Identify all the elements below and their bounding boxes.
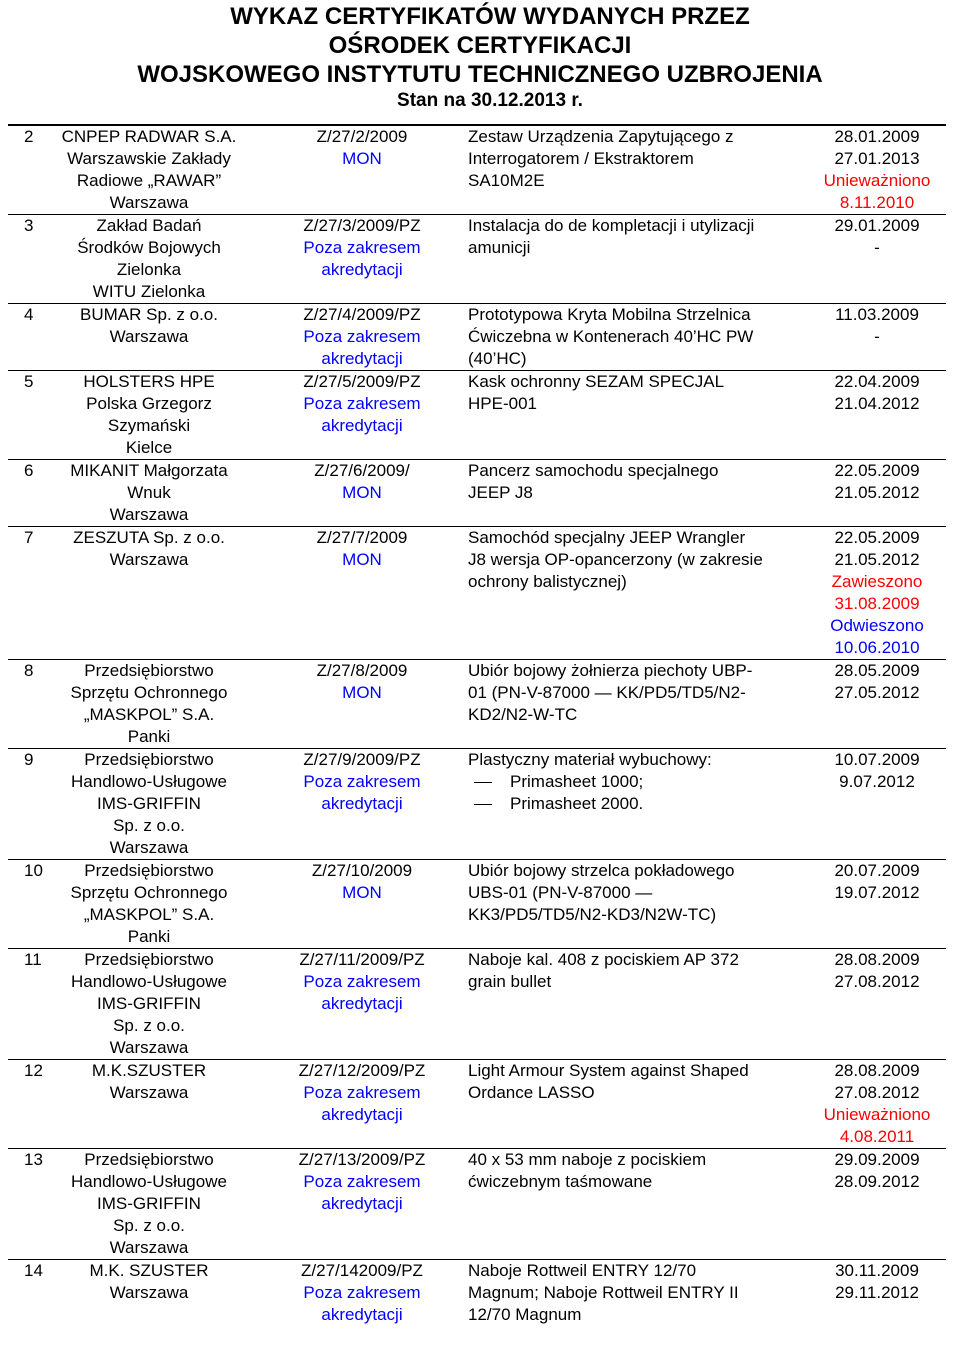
certificates-table — [8, 124, 946, 1370]
product-cell-line: Ćwiczebna w Kontenerach 40’HC PW — [468, 327, 754, 346]
product-cell — [454, 1149, 806, 1260]
certificate-cell-line: Z/27/142009/PZ — [301, 1261, 423, 1280]
list-item: Primasheet 1000; — [468, 771, 806, 793]
certificate-cell — [254, 860, 454, 949]
company-cell — [44, 1149, 254, 1260]
company-cell-line: Warszawa — [109, 550, 189, 569]
validity-dates-cell-line: 28.09.2012 — [834, 1172, 920, 1191]
validity-dates-cell-line: 10.06.2010 — [834, 638, 920, 657]
company-cell-line: Środków Bojowych — [77, 238, 221, 257]
certificate-cell-line: Z/27/12/2009/PZ — [298, 1061, 426, 1080]
row-number: 4 — [8, 304, 44, 371]
company-cell — [44, 460, 254, 527]
company-cell-line: Warszawa — [109, 1283, 189, 1302]
company-cell-line: Przedsiębiorstwo — [84, 861, 214, 880]
validity-dates-cell-line: Unieważniono — [823, 1105, 931, 1124]
product-cell-line: KD2/N2-W-TC — [468, 705, 578, 724]
certificate-cell — [254, 371, 454, 460]
certificate-cell-line: akredytacji — [321, 994, 403, 1013]
validity-dates-cell-line: - — [874, 327, 880, 346]
validity-dates-cell — [806, 125, 946, 215]
company-cell-line: IMS-GRIFFIN — [97, 1194, 201, 1213]
validity-dates-cell-line: 22.05.2009 — [834, 528, 920, 547]
product-cell — [454, 749, 806, 860]
table-row — [8, 304, 946, 371]
company-cell — [44, 527, 254, 660]
product-cell-line: (40’HC) — [468, 349, 527, 368]
company-cell-line: MIKANIT Małgorzata — [70, 461, 228, 480]
certificate-cell-line: akredytacji — [321, 1194, 403, 1213]
certificate-cell-line: Poza zakresem — [303, 1083, 421, 1102]
validity-dates-cell-line: 29.01.2009 — [834, 216, 920, 235]
product-cell-line: SA10M2E — [468, 171, 545, 190]
company-cell-line: Sp. z o.o. — [113, 1216, 185, 1235]
validity-dates-cell-line: 8.11.2010 — [839, 193, 915, 212]
row-number: 13 — [8, 1149, 44, 1260]
validity-dates-cell-line: 27.01.2013 — [834, 149, 920, 168]
validity-dates-cell-line: Unieważniono — [823, 171, 931, 190]
validity-dates-cell-line: 28.08.2009 — [834, 950, 920, 969]
company-cell-line: Sp. z o.o. — [113, 816, 185, 835]
certificate-cell-line: akredytacji — [321, 416, 403, 435]
company-cell — [44, 949, 254, 1060]
validity-dates-cell-line: 22.04.2009 — [834, 372, 920, 391]
table-row — [8, 1149, 946, 1260]
product-cell — [454, 949, 806, 1060]
validity-dates-cell-line: 29.11.2012 — [835, 1283, 919, 1302]
certificate-cell-line: Z/27/5/2009/PZ — [303, 372, 421, 391]
product-cell-line: Naboje kal. 408 z pociskiem AP 372 — [468, 950, 739, 969]
table-row — [8, 660, 946, 749]
certificate-cell — [254, 749, 454, 860]
company-cell-line: M.K.SZUSTER — [91, 1061, 207, 1080]
row-number: 12 — [8, 1060, 44, 1149]
certificate-cell-line: Z/27/13/2009/PZ — [298, 1150, 426, 1169]
product-cell-line: grain bullet — [468, 972, 552, 991]
validity-dates-cell-line: 21.05.2012 — [834, 483, 920, 502]
validity-dates-cell — [806, 1060, 946, 1149]
certificate-cell-line: Poza zakresem — [303, 394, 421, 413]
product-cell — [454, 460, 806, 527]
certificate-cell-line: Poza zakresem — [303, 238, 421, 257]
product-cell — [454, 215, 806, 304]
company-cell-line: BUMAR Sp. z o.o. — [80, 305, 218, 324]
company-cell — [44, 660, 254, 749]
company-cell-line: Sprzętu Ochronnego — [70, 883, 228, 902]
company-cell-line: Panki — [127, 927, 171, 946]
certificate-cell-line: akredytacji — [321, 1305, 403, 1324]
row-number: 11 — [8, 949, 44, 1060]
certificate-cell-line: Poza zakresem — [303, 327, 421, 346]
product-cell-line: Pancerz samochodu specjalnego — [468, 461, 719, 480]
product-cell — [454, 860, 806, 949]
validity-dates-cell-line: - — [874, 238, 880, 257]
validity-dates-cell-line: 21.04.2012 — [834, 394, 920, 413]
certificate-cell-line: Z/27/8/2009 — [316, 661, 408, 680]
product-cell-line: Ubiór bojowy żołnierza piechoty UBP- — [468, 661, 753, 680]
validity-dates-cell-line: Odwieszono — [830, 616, 924, 635]
validity-dates-cell — [806, 749, 946, 860]
certificate-cell-line: Z/27/6/2009/ — [314, 461, 410, 480]
certificate-cell — [254, 1060, 454, 1149]
company-cell-line: Radiowe „RAWAR” — [76, 171, 222, 190]
certificate-cell-line: akredytacji — [321, 349, 403, 368]
validity-dates-cell-line: Zawieszono — [831, 572, 923, 591]
company-cell-line: Warszawa — [109, 505, 189, 524]
company-cell-line: Szymański — [107, 416, 191, 435]
product-cell-line: Magnum; Naboje Rottweil ENTRY II — [468, 1283, 739, 1302]
certificate-cell-line: Poza zakresem — [303, 1172, 421, 1191]
title-line-2: OŚRODEK CERTYFIKACJI — [328, 32, 632, 59]
row-number: 9 — [8, 749, 44, 860]
certificate-cell — [254, 949, 454, 1060]
validity-dates-cell — [806, 860, 946, 949]
company-cell-line: Panki — [127, 727, 171, 746]
product-cell-line: J8 wersja OP-opancerzony (w zakresie — [468, 550, 763, 569]
company-cell-line: CNPEP RADWAR S.A. — [61, 127, 237, 146]
validity-dates-cell-line: 27.05.2012 — [834, 683, 920, 702]
product-cell-line: Light Armour System against Shaped — [468, 1061, 749, 1080]
company-cell-line: Zakład Badań — [96, 216, 202, 235]
row-number: 6 — [8, 460, 44, 527]
product-cell-line: KK3/PD5/TD5/N2-KD3/N2W-TC) — [468, 905, 717, 924]
product-cell-line: ćwiczebnym taśmowane — [468, 1172, 653, 1191]
company-cell-line: Przedsiębiorstwo — [84, 661, 214, 680]
certificate-cell-line: Z/27/7/2009 — [316, 528, 408, 547]
title-line-1: WYKAZ CERTYFIKATÓW WYDANYCH PRZEZ — [230, 3, 750, 30]
product-cell-line: Naboje Rottweil ENTRY 12/70 — [468, 1261, 697, 1280]
product-cell-line: 40 x 53 mm naboje z pociskiem — [468, 1150, 707, 1169]
validity-dates-cell — [806, 371, 946, 460]
company-cell-line: Warszawa — [109, 838, 189, 857]
validity-dates-cell — [806, 215, 946, 304]
company-cell-line: M.K. SZUSTER — [89, 1261, 209, 1280]
certificate-cell-line: Poza zakresem — [303, 972, 421, 991]
company-cell-line: Warszawa — [109, 193, 189, 212]
product-cell — [454, 1260, 806, 1370]
company-cell-line: Przedsiębiorstwo — [84, 1150, 214, 1169]
table-row — [8, 749, 946, 860]
row-number: 14 — [8, 1260, 44, 1370]
product-cell-line: Zestaw Urządzenia Zapytującego z — [468, 127, 734, 146]
row-number: 10 — [8, 860, 44, 949]
company-cell — [44, 125, 254, 215]
product-cell-line: UBS-01 (PN-V-87000 — — [468, 883, 653, 902]
certificates-table-body — [8, 125, 946, 1370]
company-cell-line: Warszawa — [109, 1238, 189, 1257]
row-number: 5 — [8, 371, 44, 460]
validity-dates-cell-line: 28.01.2009 — [834, 127, 920, 146]
certificate-cell — [254, 1149, 454, 1260]
product-cell-line: Prototypowa Kryta Mobilna Strzelnica — [468, 305, 751, 324]
validity-dates-cell-line: 20.07.2009 — [834, 861, 920, 880]
table-row — [8, 125, 946, 215]
validity-dates-cell-line: 30.11.2009 — [835, 1261, 919, 1280]
certificate-cell-line: akredytacji — [321, 260, 403, 279]
company-cell-line: Przedsiębiorstwo — [84, 950, 214, 969]
validity-dates-cell-line: 22.05.2009 — [834, 461, 920, 480]
product-cell — [454, 371, 806, 460]
company-cell-line: IMS-GRIFFIN — [97, 994, 201, 1013]
document-header — [0, 2, 960, 113]
company-cell-line: Handlowo-Usługowe — [71, 1172, 227, 1191]
company-cell-line: Sprzętu Ochronnego — [70, 683, 228, 702]
certificate-cell — [254, 660, 454, 749]
table-row — [8, 371, 946, 460]
product-cell-line: amunicji — [468, 238, 531, 257]
validity-dates-cell — [806, 460, 946, 527]
table-row — [8, 949, 946, 1060]
company-cell — [44, 215, 254, 304]
company-cell-line: ZESZUTA Sp. z o.o. — [73, 528, 225, 547]
company-cell-line: Wnuk — [127, 483, 171, 502]
company-cell-line: Zielonka — [116, 260, 182, 279]
product-cell-line: 12/70 Magnum — [468, 1305, 582, 1324]
product-cell-line: ochrony balistycznej) — [468, 572, 627, 591]
company-cell-line: Warszawa — [109, 1083, 189, 1102]
company-cell — [44, 304, 254, 371]
certificate-cell — [254, 125, 454, 215]
validity-dates-cell — [806, 304, 946, 371]
company-cell-line: Sp. z o.o. — [113, 1016, 185, 1035]
validity-dates-cell-line: 4.08.2011 — [839, 1127, 915, 1146]
company-cell — [44, 860, 254, 949]
certificate-cell — [254, 304, 454, 371]
certificate-cell-line: Z/27/2/2009 — [316, 127, 408, 146]
validity-dates-cell-line: 28.05.2009 — [834, 661, 920, 680]
validity-dates-cell — [806, 1260, 946, 1370]
certificate-cell — [254, 527, 454, 660]
validity-dates-cell-line: 21.05.2012 — [834, 550, 920, 569]
certificate-cell — [254, 215, 454, 304]
table-row — [8, 1060, 946, 1149]
validity-dates-cell — [806, 1149, 946, 1260]
product-cell-line: 01 (PN-V-87000 — KK/PD5/TD5/N2- — [468, 683, 746, 702]
certificate-cell-line: Z/27/4/2009/PZ — [303, 305, 421, 324]
product-cell-line: Interrogatorem / Ekstraktorem — [468, 149, 694, 168]
company-cell — [44, 1060, 254, 1149]
certificate-cell-line: MON — [342, 483, 382, 502]
certificate-cell-line: MON — [342, 683, 382, 702]
validity-dates-cell — [806, 527, 946, 660]
table-row — [8, 1260, 946, 1370]
company-cell-line: WITU Zielonka — [92, 282, 206, 301]
company-cell-line: Kielce — [125, 438, 173, 457]
row-number: 8 — [8, 660, 44, 749]
product-cell — [454, 660, 806, 749]
row-number: 7 — [8, 527, 44, 660]
product-cell-line: Samochód specjalny JEEP Wrangler — [468, 528, 746, 547]
product-cell — [454, 1060, 806, 1149]
certificate-cell-line: Poza zakresem — [303, 1283, 421, 1302]
company-cell-line: Polska Grzegorz — [86, 394, 212, 413]
company-cell-line: „MASKPOL” S.A. — [83, 905, 215, 924]
row-number: 2 — [8, 125, 44, 215]
validity-dates-cell — [806, 949, 946, 1060]
status-date: Stan na 30.12.2013 r. — [397, 90, 583, 111]
company-cell-line: Przedsiębiorstwo — [84, 750, 214, 769]
product-cell — [454, 125, 806, 215]
validity-dates-cell-line: 27.08.2012 — [834, 1083, 920, 1102]
company-cell-line: Warszawa — [109, 327, 189, 346]
company-cell-line: Handlowo-Usługowe — [71, 772, 227, 791]
product-cell — [454, 304, 806, 371]
product-cell-line: Instalacja do de kompletacji i utylizacji — [468, 216, 755, 235]
validity-dates-cell-line: 28.08.2009 — [834, 1061, 920, 1080]
company-cell-line: IMS-GRIFFIN — [97, 794, 201, 813]
certificate-cell-line: Z/27/11/2009/PZ — [299, 950, 425, 969]
certificate-cell-line: MON — [342, 149, 382, 168]
validity-dates-cell-line: 29.09.2009 — [834, 1150, 920, 1169]
product-cell-line: Ordance LASSO — [468, 1083, 595, 1102]
company-cell-line: HOLSTERS HPE — [83, 372, 215, 391]
company-cell — [44, 371, 254, 460]
certificate-cell-line: akredytacji — [321, 1105, 403, 1124]
company-cell-line: Handlowo-Usługowe — [71, 972, 227, 991]
certificate-cell-line: Z/27/3/2009/PZ — [303, 216, 421, 235]
company-cell — [44, 1260, 254, 1370]
table-row — [8, 215, 946, 304]
row-number: 3 — [8, 215, 44, 304]
table-row — [8, 527, 946, 660]
certificate-cell-line: Z/27/10/2009 — [311, 861, 413, 880]
table-row — [8, 860, 946, 949]
certificate-cell-line: akredytacji — [321, 794, 403, 813]
validity-dates-cell-line: 27.08.2012 — [834, 972, 920, 991]
validity-dates-cell-line: 9.07.2012 — [839, 772, 915, 791]
validity-dates-cell-line: 31.08.2009 — [834, 594, 920, 613]
company-cell-line: Warszawskie Zakłady — [67, 149, 231, 168]
validity-dates-cell-line: 19.07.2012 — [834, 883, 920, 902]
list-item: Primasheet 2000. — [468, 793, 806, 815]
product-cell — [454, 527, 806, 660]
certificate-cell-line: MON — [342, 883, 382, 902]
table-row — [8, 460, 946, 527]
certificate-cell — [254, 460, 454, 527]
company-cell-line: Warszawa — [109, 1038, 189, 1057]
certificate-cell-line: MON — [342, 550, 382, 569]
title-line-3: WOJSKOWEGO INSTYTUTU TECHNICZNEGO UZBROJENIA — [137, 61, 823, 88]
validity-dates-cell-line: 10.07.2009 — [834, 750, 920, 769]
product-cell-line: Plastyczny materiał wybuchowy: — [468, 750, 712, 769]
certificate-cell — [254, 1260, 454, 1370]
certificate-cell-line: Z/27/9/2009/PZ — [303, 750, 421, 769]
product-bullet-list — [468, 771, 806, 815]
certificate-cell-line: Poza zakresem — [303, 772, 421, 791]
product-cell-line: JEEP J8 — [468, 483, 533, 502]
validity-dates-cell — [806, 660, 946, 749]
product-cell-line: Kask ochronny SEZAM SPECJAL — [468, 372, 725, 391]
validity-dates-cell-line: 11.03.2009 — [835, 305, 919, 324]
product-cell-line: HPE-001 — [468, 394, 537, 413]
company-cell — [44, 749, 254, 860]
company-cell-line: „MASKPOL” S.A. — [83, 705, 215, 724]
product-cell-line: Ubiór bojowy strzelca pokładowego — [468, 861, 735, 880]
